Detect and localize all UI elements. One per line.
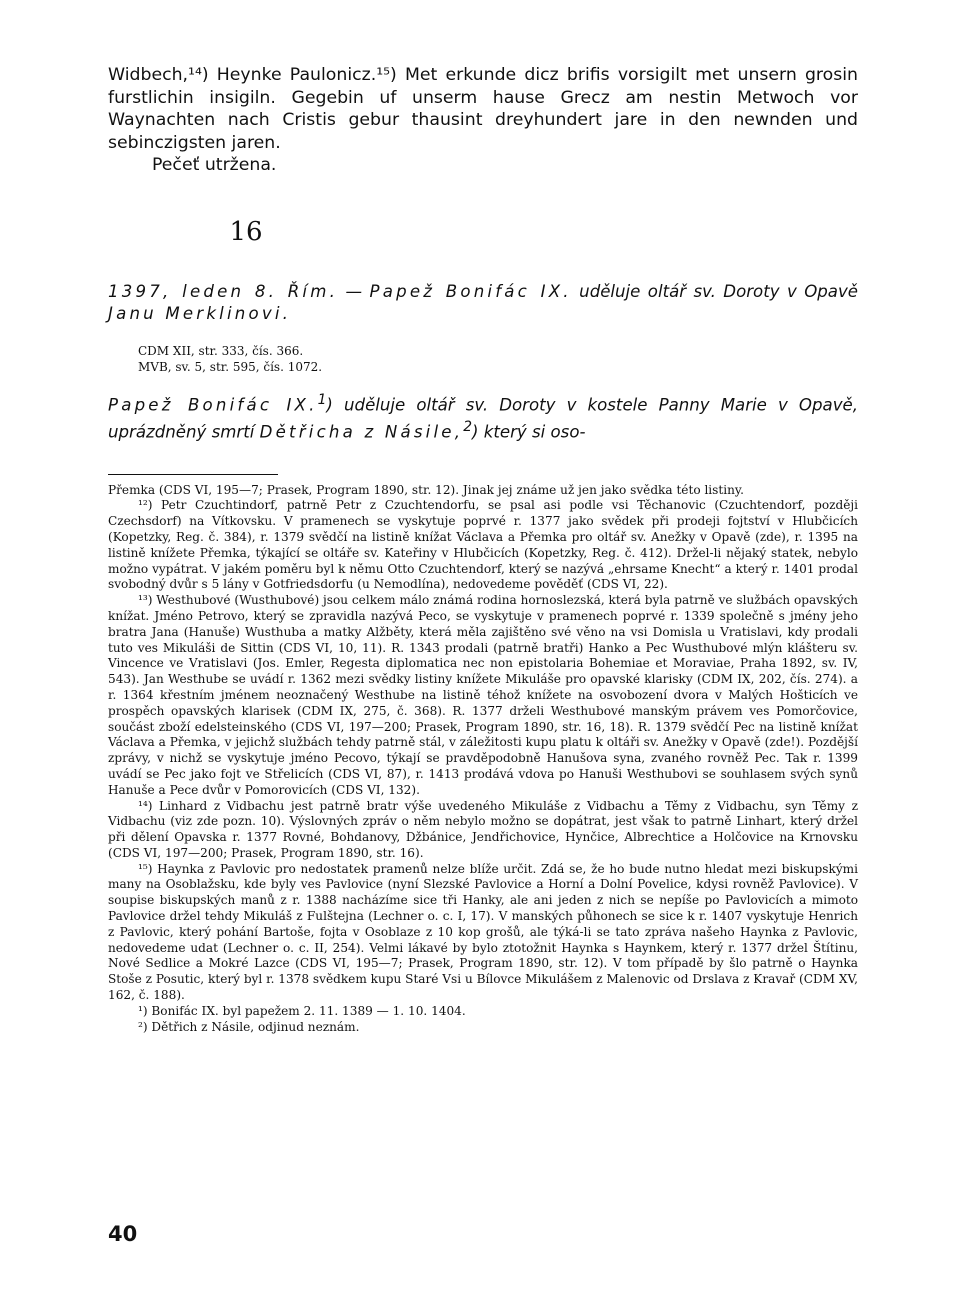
footnote: ¹²) Petr Czuchtindorf, patrně Petr z Czuchtendorfu, se psal asi podle vsi Těchanovic (Czuchtendorf, později Czechsdorf) na Vítkovsku. V pramenech se vyskytuje poprvé r. 1377 jako svědek při prodeji fojtství v Hlubčicích (Kopetzky, Reg. č. 384), r. 1379 svědčí na listině knížat Václava a Přemka pro oltář sv. Anežky v Opavě (zde), r. 1395 na listině knížete Přemka, týkající se oltáře sv. Kateřiny v Hlubčicích (Kopetzky, Reg. č. 412). Držel-li nějaký statek, nebylo možno vypátrat. V jakém poměru byl k němu Otto Czuchtendorf, který se nazývá „ehrsame Knecht“ a který r. 1401 prodal svobodný dvůr s 5 lány v Gotfriedsdorfu (u Nemodlína), nedovedeme pověděť (CDS VI, 22).	[108, 498, 858, 592]
heading-recipient: Janu Merklinovi.	[108, 303, 292, 323]
page-number: 40	[108, 1222, 138, 1246]
summary-name: Dětřicha z Násile,	[259, 422, 464, 442]
document-number: 16	[229, 216, 263, 247]
footnote: ¹³) Westhubové (Wusthubové) jsou celkem málo známá rodina hornoslezská, která byla patrně ve službách opavských knížat. Jméno Petrovo, který se zpravidla nazývá Peco, se vyskytuje v pramenech poprvé r. 1339 společně s jmény jeho bratra Jana (Hanuše) Wusthuba a matky Alžběty, která měla zajištěno své věno na vsi Domisla u Vratislavi, kdy prodali tuto ves Mikuláši de Sittin (CDS VI, 10, 11). R. 1343 prodali (patrně bratři) Hanko a Pec Wusthubové mlýn klášteru sv. Vincence ve Vratislavi (Jos. Emler, Regesta diplomatica nec non epistolaria Bohemiae et Moraviae, Praha 1892, sv. IV, 543). Jan Westhube se uvádí r. 1362 mezi svědky listiny knížete Mikuláše pro opavské klarisky (CDM IX, 202, čís. 274). a r. 1364 křestním jménem neoznačený Westhube na listině téhož knížete na osvobození dvora v Malých Hošticích ve prospěch opavských klarisek (CDM IX, 275, č. 368). R. 1377 drželi Westhubové manským právem ves Pomorčovice, součást zboží edelsteinského (CDS VI, 197—200; Prasek, Program 1890, str. 16, 18). R. 1379 svědčí Pec na listině knížat Václava a Přemka, v jejichž službách tehdy patrně stál, v záležitosti kupu platu k oltáři sv. Anežky v Opavě (zde!). Pozdější zprávy, v nichž se vyskytuje jméno Pecovo, týkají se pravděpodobně Hanušova syna, zvaného rovněž Pec. Tak r. 1399 uvádí se Pec jako fojt ve Střelicích (CDS VI, 87), r. 1413 prodává vdova po Hanuši Westhubovi se souhlasem svých synů Hanuše a Pece dvůr v Pomorovicích (CDS VI, 132).	[108, 593, 859, 797]
footnotes	[108, 483, 858, 1036]
heading-issuer: Papež Bonifác IX.	[369, 281, 572, 301]
footnote-ref: 1	[317, 391, 327, 408]
heading-dash: —	[338, 281, 370, 301]
page-body	[108, 64, 858, 1035]
seal-note: Pečeť utržena.	[152, 155, 277, 175]
summary-issuer: Papež Bonifác IX.	[108, 395, 318, 415]
footnote: ¹⁵) Haynka z Pavlovic pro nedostatek pramenů nelze blíže určit. Zdá se, že ho bude nutno hledat mezi biskupskými many na Osoblažsku, kde byly ves Pavlovice (nyní Slezské Pavlovice a Horní a Dolní Povelice, kdysi rovněž Pavlovice). V soupise biskupských manů z r. 1388 nacházíme sice tři Hanky, ale ani jeden z nich se nepíše po Pavlovicích a mimoto Pavlovice držel tehdy Mikuláš z Fulštejna (Lechner o. c. I, 17). V manských půhonech se sice k r. 1407 vyskytuje Henrich z Pavlovic, který pohání Bartoše, fojta v Osoblaze z 10 kop grošů, ale týká-li se tato zpráva našeho Haynka z Pavlovic, nedovedeme udat (Lechner o. c. II, 254). Velmi lákavé by bylo ztotožnit Haynka s Haynkem, který r. 1377 držel Štítinu, Nové Sedlice a Mokré Lazce (CDS VI, 195—7; Prasek, Program 1890, str. 12). V tom případě by šlo patrně o Haynka Stoše z Posutic, který byl r. 1378 svědkem kupu Staré Vsi u Bílovce Mikulášem z Malenovic od Drslava z Kravař (CDM XV, 162, č. 188).	[108, 861, 858, 1003]
source-citations	[138, 343, 858, 375]
source-line: MVB, sv. 5, str. 595, čís. 1072.	[138, 359, 323, 374]
document-summary	[108, 389, 858, 444]
footnote-ref: 2	[463, 419, 472, 436]
footnote: Přemka (CDS VI, 195—7; Prasek, Program 1890, str. 12). Jinak jej známe už jen jako svědka této listiny.	[108, 482, 744, 497]
document-heading	[108, 281, 858, 325]
footnote: ²) Dětřich z Násile, odjinud neznám.	[138, 1019, 360, 1034]
summary-end: ) který si oso-	[472, 422, 586, 442]
heading-rest: uděluje oltář sv. Doroty v Opavě	[571, 281, 858, 301]
source-line: CDM XII, str. 333, čís. 366.	[138, 343, 304, 358]
heading-date: 1397, leden 8. Řím.	[108, 281, 339, 301]
footnote: ¹⁴) Linhard z Vidbachu jest patrně bratr výše uvedeného Mikuláše z Vidbachu a Těmy z Vidbachu, syn Těmy z Vidbachu (viz zde pozn. 10). Výslovných zpráv o něm nebylo možno se dopátrat, jest však to patrně Linhart, který držel při dělení Opavska r. 1377 Rovné, Bohdanovy, Džbánice, Jendřichovice, Hynčice, Albrechtice a Holčovice na Krnovsku (CDS VI, 197—200; Prasek, Program 1890, str. 16).	[108, 798, 858, 860]
summary-mid: ) uděluje oltář sv. Doroty v kostele Panny Marie v Opavě, uprázdněný smrtí	[108, 395, 858, 442]
footnote-divider	[108, 474, 278, 475]
charter-text: Widbech,¹⁴) Heynke Paulonicz.¹⁵) Met erkunde dicz brifis vorsigilt met unsern grosin furstlichin insigiln. Gegebin uf unserm hause Grecz am nestin Metwoch vor Waynachten nach Cristis gebur thausint dreyhundert jare in den newnden und sebinczigsten jaren.	[108, 65, 858, 153]
footnote: ¹) Bonifác IX. byl papežem 2. 11. 1389 — 1. 10. 1404.	[138, 1003, 466, 1018]
